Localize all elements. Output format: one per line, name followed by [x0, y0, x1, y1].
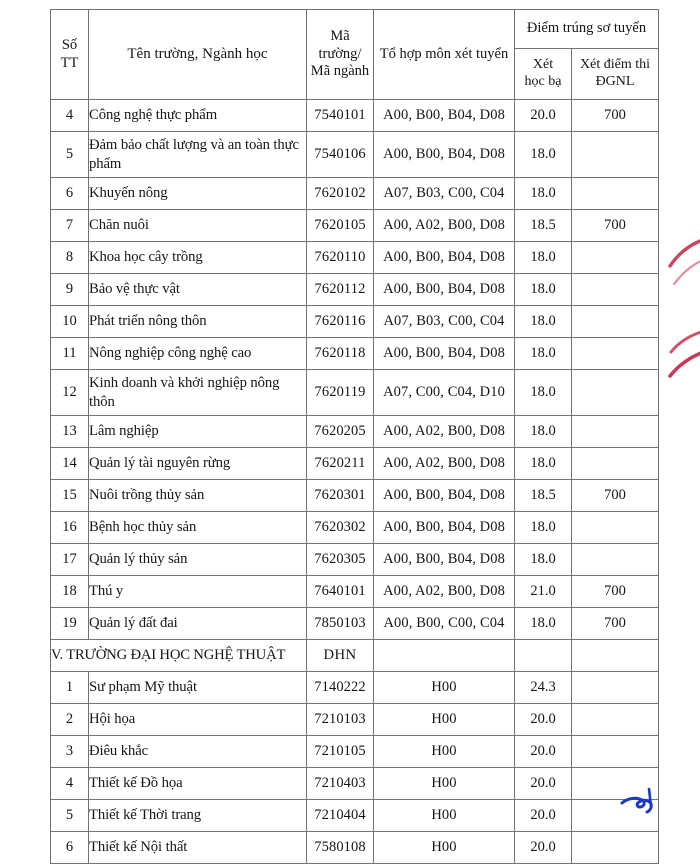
- cell-combination: A00, A02, B00, D08: [374, 576, 515, 608]
- cell-stt: 10: [51, 306, 89, 338]
- cell-major-name: Sư phạm Mỹ thuật: [89, 672, 307, 704]
- cell-dgnl-score: [572, 178, 659, 210]
- cell-stt: 19: [51, 608, 89, 640]
- cell-dgnl-score: [572, 274, 659, 306]
- cell-dgnl-score: [572, 768, 659, 800]
- cell-major-name: Quản lý thủy sản: [89, 544, 307, 576]
- table-row: [51, 544, 659, 576]
- table-row: [51, 132, 659, 178]
- cell-transcript-score: 18.5: [515, 210, 572, 242]
- cell-major-name: Quản lý tài nguyên rừng: [89, 448, 307, 480]
- header-row-1: [51, 10, 659, 49]
- cell-combination: H00: [374, 832, 515, 864]
- table-row: [51, 608, 659, 640]
- cell-transcript-score: 20.0: [515, 736, 572, 768]
- cell-stt: 1: [51, 672, 89, 704]
- cell-stt: 5: [51, 800, 89, 832]
- cell-major-name: Nuôi trồng thủy sản: [89, 480, 307, 512]
- cell-transcript-score: 18.0: [515, 242, 572, 274]
- cell-combination: A00, B00, B04, D08: [374, 100, 515, 132]
- cell-dgnl-score: [572, 672, 659, 704]
- cell-stt: 6: [51, 832, 89, 864]
- cell-major-code: 7580108: [307, 832, 374, 864]
- cell-major-code: 7850103: [307, 608, 374, 640]
- cell-stt: 17: [51, 544, 89, 576]
- cell-major-code: 7620105: [307, 210, 374, 242]
- section-title: V. TRƯỜNG ĐẠI HỌC NGHỆ THUẬT: [51, 640, 307, 672]
- cell-stt: 4: [51, 768, 89, 800]
- table-row: [51, 800, 659, 832]
- cell-major-name: Thú y: [89, 576, 307, 608]
- cell-major-name: Điêu khắc: [89, 736, 307, 768]
- cell-major-name: Quản lý đất đai: [89, 608, 307, 640]
- cell-major-code: 7620119: [307, 370, 374, 416]
- cell-transcript-score: 18.0: [515, 132, 572, 178]
- section-cell-dgnl-score: [572, 640, 659, 672]
- table-row: [51, 370, 659, 416]
- cell-combination: A07, B03, C00, C04: [374, 178, 515, 210]
- table-row: [51, 832, 659, 864]
- cell-transcript-score: 18.0: [515, 512, 572, 544]
- table-row: [51, 768, 659, 800]
- cell-major-code: 7620205: [307, 416, 374, 448]
- column-header-stt-line1: Số: [61, 36, 78, 53]
- cell-major-code: 7620118: [307, 338, 374, 370]
- section-cell-transcript-score: [515, 640, 572, 672]
- cell-transcript-score: 21.0: [515, 576, 572, 608]
- cell-stt: 9: [51, 274, 89, 306]
- scores-table-container: [50, 9, 658, 864]
- cell-combination: H00: [374, 800, 515, 832]
- table-section-row: [51, 640, 659, 672]
- column-header-code-line2: trường/: [318, 45, 362, 62]
- cell-combination: A00, B00, B04, D08: [374, 274, 515, 306]
- cell-combination: H00: [374, 672, 515, 704]
- table-body: [51, 100, 659, 864]
- cell-dgnl-score: [572, 704, 659, 736]
- cell-major-name: Lâm nghiệp: [89, 416, 307, 448]
- column-header-code: [307, 10, 374, 100]
- cell-stt: 14: [51, 448, 89, 480]
- cell-dgnl-score: [572, 448, 659, 480]
- cell-transcript-score: 18.0: [515, 338, 572, 370]
- column-header-transcript-line1: Xét: [532, 57, 554, 73]
- cell-major-code: 7620102: [307, 178, 374, 210]
- cell-major-name: Bệnh học thủy sản: [89, 512, 307, 544]
- table-row: [51, 704, 659, 736]
- cell-major-code: 7540106: [307, 132, 374, 178]
- cell-dgnl-score: [572, 370, 659, 416]
- column-header-code-line3: Mã ngành: [310, 63, 370, 80]
- cell-dgnl-score: [572, 242, 659, 274]
- cell-dgnl-score: 700: [572, 100, 659, 132]
- column-header-school-major: Tên trường, Ngành học: [89, 10, 307, 100]
- cell-major-name: Chăn nuôi: [89, 210, 307, 242]
- cell-major-code: 7210103: [307, 704, 374, 736]
- table-header: [51, 10, 659, 100]
- table-row: [51, 274, 659, 306]
- table-row: [51, 416, 659, 448]
- cell-combination: A00, A02, B00, D08: [374, 448, 515, 480]
- cell-transcript-score: 18.0: [515, 608, 572, 640]
- cell-combination: A00, B00, B04, D08: [374, 480, 515, 512]
- table-row: [51, 338, 659, 370]
- column-header-score-group: Điểm trúng sơ tuyển: [515, 10, 659, 49]
- table-row: [51, 178, 659, 210]
- cell-major-name: Khuyến nông: [89, 178, 307, 210]
- column-header-transcript-line2: học bạ: [524, 74, 562, 89]
- table-row: [51, 100, 659, 132]
- cell-stt: 4: [51, 100, 89, 132]
- section-school-code: DHN: [307, 640, 374, 672]
- red-pen-check-mark-lower: [668, 330, 700, 382]
- cell-combination: A00, B00, B04, D08: [374, 512, 515, 544]
- cell-transcript-score: 18.0: [515, 178, 572, 210]
- cell-major-code: 7620116: [307, 306, 374, 338]
- cell-major-code: 7620302: [307, 512, 374, 544]
- table-row: [51, 210, 659, 242]
- cell-stt: 7: [51, 210, 89, 242]
- cell-major-code: 7620301: [307, 480, 374, 512]
- cell-dgnl-score: [572, 416, 659, 448]
- table-row: [51, 576, 659, 608]
- cell-stt: 12: [51, 370, 89, 416]
- cell-stt: 11: [51, 338, 89, 370]
- cell-major-code: 7640101: [307, 576, 374, 608]
- cell-dgnl-score: 700: [572, 480, 659, 512]
- cell-combination: H00: [374, 736, 515, 768]
- cell-major-name: Thiết kế Thời trang: [89, 800, 307, 832]
- cell-transcript-score: 20.0: [515, 768, 572, 800]
- cell-major-code: 7620112: [307, 274, 374, 306]
- cell-combination: A00, B00, B04, D08: [374, 544, 515, 576]
- cell-dgnl-score: [572, 338, 659, 370]
- cell-major-code: 7620305: [307, 544, 374, 576]
- cell-major-code: 7620110: [307, 242, 374, 274]
- cell-stt: 3: [51, 736, 89, 768]
- cell-stt: 2: [51, 704, 89, 736]
- cell-major-name: Bảo vệ thực vật: [89, 274, 307, 306]
- column-header-transcript-score: [515, 49, 572, 100]
- cell-dgnl-score: [572, 512, 659, 544]
- cell-transcript-score: 18.5: [515, 480, 572, 512]
- cell-major-name: Thiết kế Nội thất: [89, 832, 307, 864]
- cell-major-name: Đảm bảo chất lượng và an toàn thực phẩm: [89, 132, 307, 178]
- cell-transcript-score: 20.0: [515, 704, 572, 736]
- table-row: [51, 672, 659, 704]
- cell-combination: A00, B00, B04, D08: [374, 338, 515, 370]
- table-row: [51, 242, 659, 274]
- cell-stt: 13: [51, 416, 89, 448]
- column-header-dgnl-score: [572, 49, 659, 100]
- cell-combination: A07, C00, C04, D10: [374, 370, 515, 416]
- cell-major-name: Khoa học cây trồng: [89, 242, 307, 274]
- cell-dgnl-score: [572, 544, 659, 576]
- cell-dgnl-score: [572, 306, 659, 338]
- cell-major-name: Phát triển nông thôn: [89, 306, 307, 338]
- cell-stt: 8: [51, 242, 89, 274]
- cell-stt: 18: [51, 576, 89, 608]
- admission-scores-table: [50, 9, 659, 864]
- column-header-dgnl-line2: ĐGNL: [595, 74, 635, 89]
- column-header-stt: [51, 10, 89, 100]
- cell-major-code: 7210404: [307, 800, 374, 832]
- cell-combination: A07, B03, C00, C04: [374, 306, 515, 338]
- cell-combination: A00, B00, B04, D08: [374, 132, 515, 178]
- cell-major-code: 7620211: [307, 448, 374, 480]
- cell-combination: A00, A02, B00, D08: [374, 416, 515, 448]
- cell-transcript-score: 18.0: [515, 370, 572, 416]
- table-row: [51, 480, 659, 512]
- column-header-code-line1: Mã: [330, 27, 350, 44]
- cell-transcript-score: 18.0: [515, 544, 572, 576]
- column-header-subject-combination: Tổ hợp môn xét tuyển: [374, 10, 515, 100]
- cell-combination: A00, B00, B04, D08: [374, 242, 515, 274]
- cell-stt: 6: [51, 178, 89, 210]
- table-row: [51, 512, 659, 544]
- cell-transcript-score: 18.0: [515, 448, 572, 480]
- cell-stt: 15: [51, 480, 89, 512]
- cell-transcript-score: 18.0: [515, 306, 572, 338]
- table-row: [51, 736, 659, 768]
- cell-dgnl-score: [572, 736, 659, 768]
- column-header-stt-line2: TT: [60, 54, 79, 71]
- cell-major-name: Hội họa: [89, 704, 307, 736]
- cell-major-code: 7140222: [307, 672, 374, 704]
- cell-major-name: Kinh doanh và khởi nghiệp nông thôn: [89, 370, 307, 416]
- cell-transcript-score: 20.0: [515, 100, 572, 132]
- cell-major-name: Công nghệ thực phẩm: [89, 100, 307, 132]
- cell-dgnl-score: [572, 800, 659, 832]
- cell-combination: H00: [374, 768, 515, 800]
- cell-combination: H00: [374, 704, 515, 736]
- cell-transcript-score: 24.3: [515, 672, 572, 704]
- column-header-dgnl-line1: Xét điểm thi: [580, 57, 650, 73]
- cell-combination: A00, B00, C00, C04: [374, 608, 515, 640]
- cell-stt: 16: [51, 512, 89, 544]
- cell-dgnl-score: 700: [572, 608, 659, 640]
- cell-major-code: 7540101: [307, 100, 374, 132]
- section-cell-combination: [374, 640, 515, 672]
- cell-transcript-score: 18.0: [515, 416, 572, 448]
- cell-transcript-score: 20.0: [515, 800, 572, 832]
- cell-dgnl-score: [572, 832, 659, 864]
- cell-transcript-score: 20.0: [515, 832, 572, 864]
- cell-stt: 5: [51, 132, 89, 178]
- cell-major-code: 7210403: [307, 768, 374, 800]
- cell-major-name: Thiết kế Đồ họa: [89, 768, 307, 800]
- table-row: [51, 306, 659, 338]
- cell-transcript-score: 18.0: [515, 274, 572, 306]
- red-pen-check-mark-upper: [668, 236, 700, 296]
- cell-dgnl-score: [572, 132, 659, 178]
- cell-dgnl-score: 700: [572, 576, 659, 608]
- cell-major-name: Nông nghiệp công nghệ cao: [89, 338, 307, 370]
- cell-dgnl-score: 700: [572, 210, 659, 242]
- cell-major-code: 7210105: [307, 736, 374, 768]
- cell-combination: A00, A02, B00, D08: [374, 210, 515, 242]
- table-row: [51, 448, 659, 480]
